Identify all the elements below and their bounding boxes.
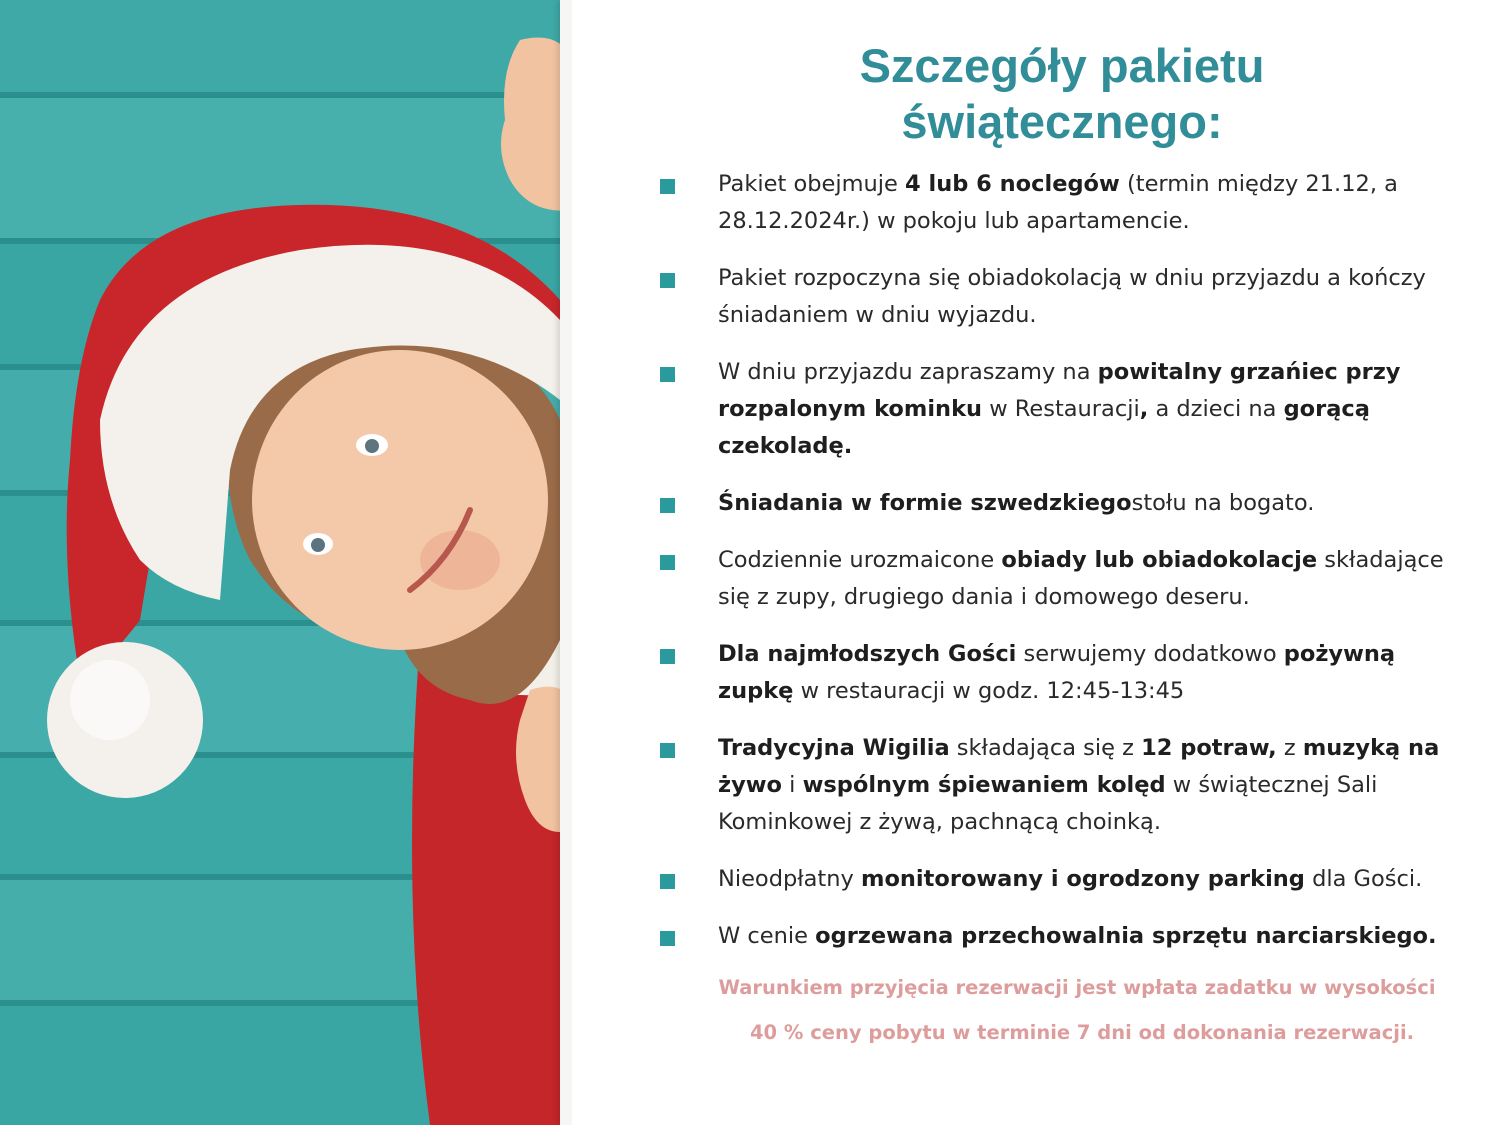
item-text-bold: 12 potraw, — [1141, 735, 1277, 761]
list-item — [660, 485, 1460, 522]
package-features-list — [660, 166, 1460, 975]
item-text: w świątecznej Sali Kominkowej z żywą, pachnącą choinką. — [718, 772, 1378, 835]
page-title — [762, 38, 1362, 150]
item-text-bold: 4 lub 6 noclegów — [905, 171, 1120, 197]
item-text: Pakiet obejmuje — [718, 171, 906, 197]
item-text-bold: ogrzewana przechowalnia sprzętu narciarskiego. — [815, 923, 1437, 949]
white-board-edge — [560, 0, 572, 1125]
notice-line-2: 40 % ceny pobytu w terminie 7 dni od dokonania rezerwacji. — [749, 1021, 1415, 1044]
square-bullet-icon — [660, 931, 675, 946]
square-bullet-icon — [660, 498, 675, 513]
item-text-bold: Śniadania w formie szwedzkiego — [718, 490, 1132, 516]
child-illustration — [0, 0, 572, 1125]
list-item — [660, 260, 1460, 334]
square-bullet-icon — [660, 743, 675, 758]
notice-line-1: Warunkiem przyjęcia rezerwacji jest wpłata zadatku w wysokości — [718, 976, 1436, 999]
item-text-bold: muzyką na żywo — [718, 735, 1440, 798]
item-text-bold: , — [1139, 396, 1149, 422]
item-text-bold: Tradycyjna Wigilia — [718, 735, 950, 761]
item-text-bold: gorącą czekoladę. — [718, 396, 1370, 459]
item-text-bold: wspólnym śpiewaniem kolęd — [802, 772, 1166, 798]
item-text: a dzieci na — [1148, 396, 1284, 422]
reservation-deposit-notice — [682, 968, 1472, 1058]
title-line-2: świątecznego: — [901, 95, 1223, 148]
square-bullet-icon — [660, 555, 675, 570]
item-text: składająca się z — [949, 735, 1142, 761]
photo-child-santa-hat — [0, 0, 572, 1125]
list-item — [660, 730, 1460, 841]
item-text-bold: obiady lub obiadokolacje — [1001, 547, 1318, 573]
item-text: W cenie — [718, 923, 816, 949]
list-item — [660, 861, 1460, 898]
item-text: (termin między 21.12, a 28.12.2024r.) w pokoju lub apartamencie. — [718, 171, 1398, 234]
item-text: w Restauracji — [982, 396, 1140, 422]
list-item — [660, 354, 1460, 465]
item-text: i — [782, 772, 803, 798]
square-bullet-icon — [660, 874, 675, 889]
list-item — [660, 918, 1460, 955]
list-item — [660, 636, 1460, 710]
item-text: z — [1276, 735, 1303, 761]
item-text: W dniu przyjazdu zapraszamy na — [718, 359, 1098, 385]
item-text: Pakiet rozpoczyna się obiadokolacją w dniu przyjazdu a kończy śniadaniem w dniu wyjazdu. — [718, 265, 1426, 328]
item-text-bold: Dla najmłodszych Gości — [718, 641, 1017, 667]
square-bullet-icon — [660, 273, 675, 288]
item-text: stołu na bogato. — [1131, 490, 1315, 516]
title-line-1: Szczegóły pakietu — [859, 39, 1265, 92]
square-bullet-icon — [660, 367, 675, 382]
item-text: składające się z zupy, drugiego dania i domowego deseru. — [718, 547, 1444, 610]
list-item — [660, 166, 1460, 240]
item-text: Codziennie urozmaicone — [718, 547, 1002, 573]
item-text: dla Gości. — [1304, 866, 1423, 892]
list-item — [660, 542, 1460, 616]
item-text: w restauracji w godz. 12:45-13:45 — [793, 678, 1185, 704]
square-bullet-icon — [660, 179, 675, 194]
item-text-bold: monitorowany i ogrodzony parking — [861, 866, 1305, 892]
item-text: serwujemy dodatkowo — [1016, 641, 1284, 667]
item-text: Nieodpłatny — [718, 866, 861, 892]
item-text-bold: powitalny grzańiec przy rozpalonym kominku — [718, 359, 1401, 422]
item-text-bold: pożywną zupkę — [718, 641, 1396, 704]
package-details-panel — [572, 0, 1500, 1125]
square-bullet-icon — [660, 649, 675, 664]
